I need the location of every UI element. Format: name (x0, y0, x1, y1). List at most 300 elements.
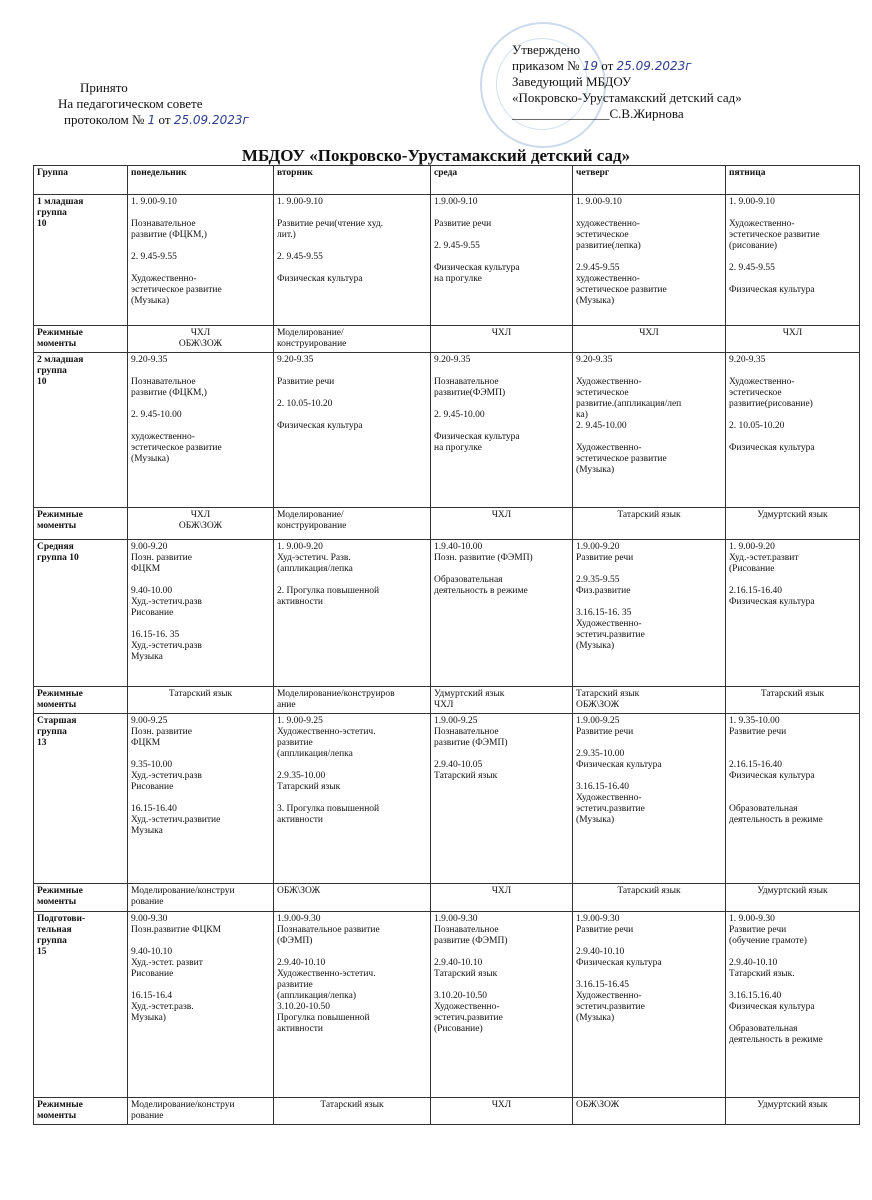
schedule-line: 2. 9.45-9.55 (131, 252, 177, 262)
schedule-line: Художественно-эстетич. (277, 727, 376, 737)
schedule-line: эстетическое развитие (576, 454, 667, 464)
schedule-line: Художественно- (576, 793, 642, 803)
accepted-block (58, 80, 249, 128)
schedule-line: Татарский язык (434, 771, 498, 781)
schedule-cell (128, 508, 274, 540)
schedule-cell (573, 508, 726, 540)
schedule-cell (274, 326, 431, 353)
schedule-line (131, 793, 270, 804)
schedule-cell (274, 540, 431, 687)
schedule-line: ОБЖ\ЗОЖ (178, 339, 223, 349)
schedule-line: Физическая культура (729, 285, 815, 295)
schedule-line: 3.16.15-16.45 (576, 980, 630, 990)
schedule-line: 3. Прогулка повышенной (277, 804, 380, 814)
schedule-line: Худ.-эстет.разв. (131, 1002, 194, 1012)
group-name-line: 10 (37, 219, 47, 229)
schedule-line: развитие(ФЭМП) (434, 388, 506, 398)
schedule-line: 2. 9.45-9.55 (729, 263, 775, 273)
schedule-line: эстетическое (576, 230, 629, 240)
schedule-line: Позн.развитие ФЦКМ (131, 925, 222, 935)
schedule-line (576, 432, 722, 443)
schedule-line: ка) (576, 410, 588, 420)
group-name-line: 10 (37, 377, 47, 387)
group-name-line: группа 10 (37, 553, 79, 563)
schedule-line (576, 252, 722, 263)
signature-line: _______________С.В.Жирнова (512, 106, 684, 121)
page-title: МБДОУ «Покровско-Урустамакский детский сад» (241, 146, 631, 165)
group-row (34, 195, 860, 326)
schedule-line (729, 208, 856, 219)
schedule-line: Худ.-эстет. развит (131, 958, 203, 968)
column-header-wednesday: среда (431, 166, 573, 195)
schedule-line (277, 208, 427, 219)
schedule-line (277, 241, 427, 252)
schedule-line: 2.9.40-10.10 (434, 958, 483, 968)
schedule-line (729, 793, 856, 804)
schedule-line: Музыка) (131, 1013, 166, 1023)
schedule-line: 9.40-10.10 (131, 947, 173, 957)
schedule-line: Удмуртский язык (434, 689, 505, 699)
column-header-thursday: четверг (573, 166, 726, 195)
schedule-cell (431, 508, 573, 540)
schedule-cell (573, 687, 726, 714)
approved-block (512, 42, 742, 122)
group-name-line: Подготови- (37, 914, 86, 924)
schedule-line: ЧХЛ (491, 328, 512, 338)
schedule-line: Образовательная (729, 804, 798, 814)
schedule-line: ОБЖ\ЗОЖ (576, 700, 620, 710)
group-row (34, 353, 860, 508)
schedule-line: Рисование (131, 608, 174, 618)
schedule-cell (274, 884, 431, 912)
schedule-line: 2.9.40-10.10 (729, 958, 778, 968)
schedule-cell (726, 714, 860, 884)
schedule-line: (аппликация/лепка (277, 749, 353, 759)
schedule-line: 9.35-10.00 (131, 760, 173, 770)
schedule-line: 3.16.15-16. 35 (576, 608, 632, 618)
schedule-line (434, 980, 569, 991)
schedule-line (131, 936, 270, 947)
schedule-line: 1.9.00-9.30 (576, 914, 620, 924)
protocol-line: протоколом № 1 от 25.09.2023г (64, 112, 249, 127)
schedule-line: 9.20-9.35 (576, 355, 613, 365)
schedule-line: (Музыка) (131, 454, 170, 464)
schedule-line (729, 947, 856, 958)
schedule-line: 16.15-16. 35 (131, 630, 180, 640)
schedule-line (729, 980, 856, 991)
schedule-line: лит.) (277, 230, 296, 240)
schedule-line (277, 366, 427, 377)
group-name-cell (34, 714, 128, 884)
schedule-line: 1. 9.35-10.00 (729, 716, 780, 726)
schedule-line: Физическая культура (576, 760, 662, 770)
schedule-line (131, 263, 270, 274)
schedule-line: 2.16.15-16.40 (729, 760, 783, 770)
schedule-cell (128, 714, 274, 884)
schedule-line: 2.9.40-10.05 (434, 760, 483, 770)
schedule-line (131, 980, 270, 991)
schedule-line (729, 274, 856, 285)
schedule-line: 9.20-9.35 (729, 355, 766, 365)
schedule-line: Худ.-эстетич.разв (131, 771, 202, 781)
group-row (34, 714, 860, 884)
schedule-line: деятельность в режиме (729, 815, 823, 825)
table-header-row (34, 166, 860, 195)
schedule-line: 9.00-9.25 (131, 716, 168, 726)
schedule-line (277, 388, 427, 399)
schedule-cell (274, 508, 431, 540)
group-name-line: Старшая (37, 716, 77, 726)
schedule-line: 1.9.00-9.30 (277, 914, 321, 924)
schedule-line: Рисование (131, 969, 174, 979)
schedule-cell (726, 687, 860, 714)
schedule-line: 2. 9.45-10.00 (576, 421, 627, 431)
order-date: 25.09.2023г (616, 59, 692, 73)
schedule-cell (573, 540, 726, 687)
column-header-tuesday: вторник (274, 166, 431, 195)
schedule-line: Татарский язык (617, 510, 681, 520)
schedule-line (576, 738, 722, 749)
schedule-line: Развитие речи (576, 553, 634, 563)
column-header-friday: пятница (726, 166, 860, 195)
schedule-line: 1. 9.00-9.10 (729, 197, 775, 207)
schedule-line (729, 575, 856, 586)
schedule-line: 1.9.00-9.20 (576, 542, 620, 552)
schedule-line: развитие (ФЦКМ,) (131, 230, 207, 240)
schedule-line: эстетическое развитие (729, 230, 820, 240)
council-label: На педагогическом совете (58, 96, 203, 111)
schedule-cell (573, 353, 726, 508)
schedule-line: эстетическое развитие (131, 443, 222, 453)
schedule-line (576, 366, 722, 377)
schedule-line: Развитие речи (277, 377, 335, 387)
schedule-cell (431, 884, 573, 912)
schedule-line (576, 969, 722, 980)
schedule-cell (726, 326, 860, 353)
schedule-line (729, 252, 856, 263)
schedule-line: Позн. развитие (131, 727, 192, 737)
schedule-line: 2.16.15-16.40 (729, 586, 783, 596)
group-row (34, 540, 860, 687)
group-row (34, 912, 860, 1098)
schedule-line (576, 771, 722, 782)
group-name-cell (34, 326, 128, 353)
order-number: 19 (582, 59, 599, 73)
schedule-line: Татарский язык (320, 1100, 384, 1110)
schedule-line: ЧХЛ (491, 886, 512, 896)
schedule-line: Моделирование/конструиров (277, 689, 395, 699)
schedule-line: Познавательное (434, 377, 499, 387)
schedule-line: 3.10.20-10.50 (434, 991, 488, 1001)
schedule-cell (431, 326, 573, 353)
schedule-line: ОБЖ\ЗОЖ (178, 521, 223, 531)
schedule-line: Физическая культура (434, 263, 520, 273)
group-name-cell (34, 353, 128, 508)
schedule-cell (726, 353, 860, 508)
schedule-line: конструирование (277, 521, 347, 531)
schedule-line: эстетическое (729, 388, 782, 398)
schedule-line: 2.9.40-10.10 (277, 958, 326, 968)
schedule-line: деятельность в режиме (729, 1035, 823, 1045)
schedule-table (33, 165, 860, 1125)
schedule-cell (274, 714, 431, 884)
schedule-line: 1. 9.00-9.10 (576, 197, 622, 207)
schedule-cell (573, 884, 726, 912)
schedule-line: Физическая культура (729, 771, 815, 781)
schedule-line (131, 421, 270, 432)
schedule-line: Физическая культура (277, 421, 363, 431)
schedule-line: 2. 10.05-10.20 (729, 421, 785, 431)
schedule-line: 1. 9.00-9.20 (277, 542, 323, 552)
schedule-line (131, 366, 270, 377)
schedule-line: 9.40-10.00 (131, 586, 173, 596)
group-name-line: 1 младшая (37, 197, 84, 207)
schedule-line (131, 241, 270, 252)
schedule-line: 2. 10.05-10.20 (277, 399, 333, 409)
schedule-line: Развитие речи (729, 727, 787, 737)
protocol-number: 1 (147, 113, 156, 127)
group-name-line: 2 младшая (37, 355, 84, 365)
schedule-line: рование (131, 897, 164, 907)
schedule-line: Развитие речи (729, 925, 787, 935)
schedule-cell (128, 884, 274, 912)
schedule-line: 1. 9.00-9.10 (277, 197, 323, 207)
group-name-line: моменты (37, 700, 77, 710)
schedule-line (729, 366, 856, 377)
schedule-line: рование (131, 1111, 164, 1121)
group-name-line: 15 (37, 947, 47, 957)
group-name-line: 13 (37, 738, 47, 748)
schedule-line: 1.9.00-9.25 (434, 716, 478, 726)
schedule-line: Худ-эстетич. Разв. (277, 553, 351, 563)
group-name-line: моменты (37, 339, 77, 349)
group-name-line: Режимные (37, 1100, 83, 1110)
schedule-line: ФЦКМ (131, 564, 161, 574)
group-name-line: группа (37, 727, 67, 737)
schedule-line (434, 421, 569, 432)
group-name-line: Средняя (37, 542, 74, 552)
schedule-line: Познавательное (131, 219, 196, 229)
schedule-cell (274, 912, 431, 1098)
schedule-line: развитие(рисование) (729, 399, 813, 409)
schedule-line: Музыка (131, 826, 163, 836)
schedule-line: Художественно- (576, 619, 642, 629)
schedule-cell (431, 540, 573, 687)
schedule-cell (128, 540, 274, 687)
schedule-line: эстетич.развитие (576, 804, 645, 814)
regime-row (34, 884, 860, 912)
accepted-label: Принято (80, 80, 128, 95)
schedule-line: (Музыка) (576, 815, 615, 825)
column-header-monday: понедельник (128, 166, 274, 195)
schedule-line: 1. 9.00-9.30 (729, 914, 775, 924)
schedule-line: 1. 9.00-9.20 (729, 542, 775, 552)
group-name-cell (34, 884, 128, 912)
schedule-line: Удмуртский язык (757, 1100, 828, 1110)
schedule-line (729, 782, 856, 793)
schedule-line (434, 564, 569, 575)
schedule-line: Развитие речи (576, 727, 634, 737)
schedule-cell (274, 687, 431, 714)
schedule-line: (аппликация/лепка (277, 564, 353, 574)
schedule-line: 2.9.40-10.10 (576, 947, 625, 957)
schedule-line: на прогулке (434, 274, 482, 284)
schedule-line: (Музыка) (576, 641, 615, 651)
schedule-cell (431, 353, 573, 508)
schedule-line: 1. 9.00-9.25 (277, 716, 323, 726)
schedule-cell (128, 326, 274, 353)
schedule-line: эстетическое (576, 388, 629, 398)
schedule-cell (128, 195, 274, 326)
schedule-line: 9.20-9.35 (277, 355, 314, 365)
schedule-line: Рисование (131, 782, 174, 792)
schedule-line: Прогулка повышенной (277, 1013, 370, 1023)
schedule-line (729, 738, 856, 749)
schedule-line (576, 597, 722, 608)
schedule-line: на прогулке (434, 443, 482, 453)
column-header-group: Группа (34, 166, 128, 195)
schedule-line (131, 619, 270, 630)
schedule-line: (Рисование) (434, 1024, 483, 1034)
schedule-line: 9.20-9.35 (131, 355, 168, 365)
group-name-line: Режимные (37, 328, 83, 338)
schedule-line: (Музыка) (576, 1013, 615, 1023)
schedule-line: Художественно- (576, 991, 642, 1001)
schedule-cell (726, 1098, 860, 1125)
schedule-line: 2. Прогулка повышенной (277, 586, 380, 596)
schedule-line (729, 749, 856, 760)
schedule-line: Физическая культура (729, 597, 815, 607)
schedule-line: (обучение грамоте) (729, 936, 807, 946)
schedule-cell (726, 540, 860, 687)
schedule-line: Художественно- (729, 219, 795, 229)
schedule-line: Художественно- (131, 274, 197, 284)
group-name-line: группа (37, 936, 67, 946)
schedule-line (277, 760, 427, 771)
schedule-line: Моделирование/ (277, 328, 344, 338)
schedule-line: 2.9.45-9.55 (576, 263, 620, 273)
schedule-line: Татарский язык (617, 886, 681, 896)
schedule-line: 2.9.35-10.00 (576, 749, 625, 759)
schedule-line: 2. 9.45-9.55 (434, 241, 480, 251)
schedule-line: 9.00-9.30 (131, 914, 168, 924)
schedule-line: развитие (277, 738, 313, 748)
schedule-line: (Музыка) (576, 296, 615, 306)
schedule-line (277, 947, 427, 958)
group-name-line: моменты (37, 897, 77, 907)
schedule-line: развитие.(аппликация/леп (576, 399, 682, 409)
schedule-line: активности (277, 1024, 323, 1034)
schedule-line: 3.16.15-16.40 (576, 782, 630, 792)
schedule-line: деятельность в режиме (434, 586, 528, 596)
schedule-cell (573, 714, 726, 884)
schedule-line (434, 749, 569, 760)
regime-row (34, 508, 860, 540)
schedule-cell (128, 912, 274, 1098)
schedule-line: Физическая культура (576, 958, 662, 968)
schedule-line: (рисование) (729, 241, 778, 251)
group-name-cell (34, 508, 128, 540)
regime-row (34, 1098, 860, 1125)
schedule-line: Художественно- (729, 377, 795, 387)
schedule-line (729, 1013, 856, 1024)
schedule-line (277, 575, 427, 586)
schedule-line (576, 208, 722, 219)
schedule-line: 2. 9.45-10.00 (434, 410, 485, 420)
schedule-line: Моделирование/конструи (131, 1100, 235, 1110)
schedule-line: ФЦКМ (131, 738, 161, 748)
schedule-cell (274, 353, 431, 508)
schedule-line (434, 230, 569, 241)
schedule-line: Развитие речи(чтение худ. (277, 219, 384, 229)
schedule-line: (Музыка) (576, 465, 615, 475)
schedule-line: ОБЖ\ЗОЖ (277, 886, 321, 896)
schedule-line: Позн. развитие (131, 553, 192, 563)
schedule-line: ание (277, 700, 296, 710)
schedule-line: 16.15-16.40 (131, 804, 177, 814)
schedule-cell (431, 714, 573, 884)
schedule-line: Развитие речи (576, 925, 634, 935)
schedule-line: Физическая культура (729, 1002, 815, 1012)
schedule-line (434, 208, 569, 219)
schedule-line: Художественно- (434, 1002, 500, 1012)
schedule-line: развитие (ФЭМП) (434, 936, 508, 946)
schedule-line: Татарский язык (277, 782, 341, 792)
schedule-cell (573, 195, 726, 326)
schedule-line: Физическая культура (277, 274, 363, 284)
schedule-line (729, 410, 856, 421)
group-name-line: Режимные (37, 886, 83, 896)
schedule-line: Худ.-эстетич.развитие (131, 815, 221, 825)
schedule-line: ЧХЛ (190, 328, 211, 338)
schedule-line (277, 263, 427, 274)
schedule-line: Худ.-эстетич.разв (131, 597, 202, 607)
schedule-line (131, 208, 270, 219)
schedule-line: Татарский язык. (729, 969, 795, 979)
schedule-line: эстетич.развитие (434, 1013, 503, 1023)
schedule-line: Познавательное развитие (277, 925, 380, 935)
schedule-line: Худ.-эстет.развит (729, 553, 799, 563)
schedule-line: Художественно-эстетич. (277, 969, 376, 979)
schedule-line: 9.20-9.35 (434, 355, 471, 365)
schedule-line: Моделирование/конструи (131, 886, 235, 896)
schedule-line: (аппликация/лепка) (277, 991, 357, 1001)
schedule-line: Познавательное (434, 925, 499, 935)
schedule-line (277, 410, 427, 421)
schedule-line: 2.9.35-9.55 (576, 575, 620, 585)
schedule-cell (128, 1098, 274, 1125)
schedule-cell (726, 912, 860, 1098)
schedule-line (576, 936, 722, 947)
schedule-line: художественно- (576, 274, 640, 284)
schedule-cell (573, 1098, 726, 1125)
schedule-line: 2. 9.45-10.00 (131, 410, 182, 420)
approved-label: Утверждено (512, 42, 581, 57)
schedule-body (34, 195, 860, 1125)
organization-label: «Покровско-Урустамакский детский сад» (512, 90, 742, 105)
schedule-line (434, 399, 569, 410)
schedule-line: Познавательное (131, 377, 196, 387)
schedule-line: Удмуртский язык (757, 886, 828, 896)
schedule-line: 16.15-16.4 (131, 991, 173, 1001)
schedule-line: эстетич.развитие (576, 630, 645, 640)
schedule-cell (726, 195, 860, 326)
schedule-line: Музыка (131, 652, 163, 662)
schedule-line: Татарский язык (434, 969, 498, 979)
schedule-line: (Рисование (729, 564, 775, 574)
schedule-line: 2. 9.45-9.55 (277, 252, 323, 262)
schedule-cell (274, 195, 431, 326)
